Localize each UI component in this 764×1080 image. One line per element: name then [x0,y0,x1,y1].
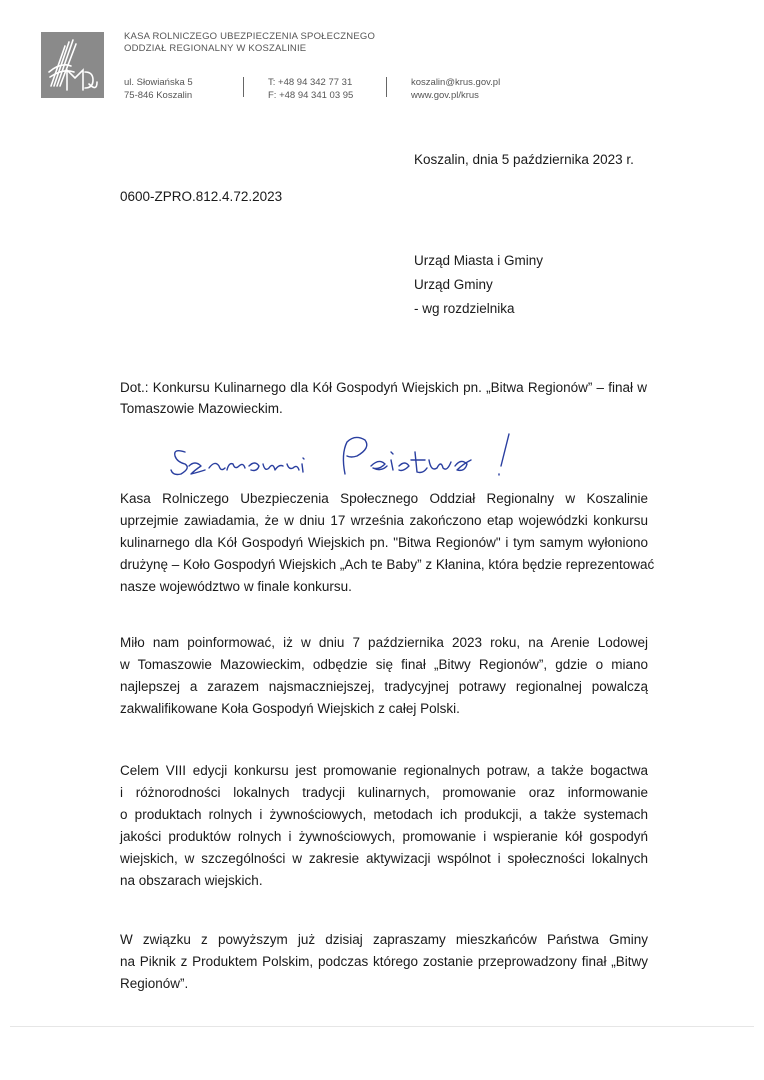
paragraph-line: na obszarach wiejskich. [120,873,263,888]
paragraph-line: na Piknik z Produktem Polskim, podczas którego zostanie przeprowadzony finał „Bitwy [120,954,648,969]
paragraph-line: Celem VIII edycji konkursu jest promowanie regionalnych potraw, a także bogactwa [120,763,648,778]
letter-paragraph-4 [120,929,648,995]
fax-number: F: +48 94 341 03 95 [268,90,354,101]
recipient-line: - wg rozdzielnika [414,301,515,316]
contact-separator [243,77,244,97]
letter-paragraph-3 [120,760,648,892]
page-divider [10,1026,754,1027]
krus-logo-mark [41,32,104,98]
paragraph-line: kulinarnego dla Kół Gospodyń Wiejskich pn. "Bitwa Regionów" i tym samym wyłoniono [120,535,648,550]
letter-paragraph-2 [120,632,648,720]
recipient-line: Urząd Miasta i Gminy [414,253,544,268]
place-date: Koszalin, dnia 5 października 2023 r. [414,152,634,167]
organization-name-line2: ODDZIAŁ REGIONALNY W KOSZALINIE [124,43,307,54]
paragraph-line: w Tomaszowie Mazowieckim, odbędzie się finał „Bitwy Regionów”, gdzie o miano [120,657,648,672]
recipient-line: Urząd Gminy [414,277,493,292]
paragraph-line: W związku z powyższym już dzisiaj zapraszamy mieszkańców Państwa Gminy [120,932,648,947]
paragraph-line: i różnorodności lokalnych tradycji kulinarnych, promowanie oraz informowanie [120,785,648,800]
contact-separator [386,77,387,97]
email-link[interactable]: koszalin@krus.gov.pl [411,77,501,88]
paragraph-line: nasze województwo w finale konkursu. [120,579,352,594]
paragraph-line: najlepszej a zarazem najsmaczniejszej, tradycyjnej potrawy regionalnej powalczą [120,679,648,694]
address-city: 75-846 Koszalin [124,90,193,101]
paragraph-line: uprzejmie zawiadamia, że w dniu 17 września zakończono etap wojewódzki konkursu [120,513,648,528]
paragraph-line: zakwalifikowane Koła Gospodyń Wiejskich z całej Polski. [120,701,460,716]
paragraph-line: wiejskich, w szczególności w zakresie aktywizacji wspólnot i społeczności lokalnych [120,851,648,866]
recipient-block [414,249,543,321]
phone-block [268,76,353,102]
paragraph-line: drużynę – Koło Gospodyń Wiejskich „Ach te Baby” z Kłanina, która będzie reprezentować [120,557,655,572]
krus-logo [41,32,104,98]
phone-number: T: +48 94 342 77 31 [268,77,353,88]
handwritten-salutation-image [165,430,525,486]
paragraph-line: Regionów”. [120,976,189,991]
organization-name-line1: KASA ROLNICZEGO UBEZPIECZENIA SPOŁECZNEGO [124,31,376,42]
paragraph-line: Kasa Rolniczego Ubezpieczenia Społecznego Oddział Regionalny w Koszalinie [120,491,648,506]
web-block [411,76,500,102]
paragraph-line: o produktach rolnych i żywnościowych, metodach ich produkcji, a także systemach [120,807,648,822]
address-block [124,76,193,102]
organization-name [124,31,375,55]
reference-number: 0600-ZPRO.812.4.72.2023 [120,189,283,204]
paragraph-line: Miło nam poinformować, iż w dniu 7 października 2023 roku, na Arenie Lodowej [120,635,648,650]
handwritten-salutation [165,430,525,486]
letter-subject: Dot.: Konkursu Kulinarnego dla Kół Gospodyń Wiejskich pn. „Bitwa Regionów” – finał w Tomaszowie Mazowieckim. [120,380,647,416]
paragraph-line: jakości produktów rolnych i żywnościowych, promowanie i wspieranie kół gospodyń [120,829,648,844]
letter-paragraph-1 [120,488,655,598]
address-street: ul. Słowiańska 5 [124,77,193,88]
website-link[interactable]: www.gov.pl/krus [411,90,479,101]
